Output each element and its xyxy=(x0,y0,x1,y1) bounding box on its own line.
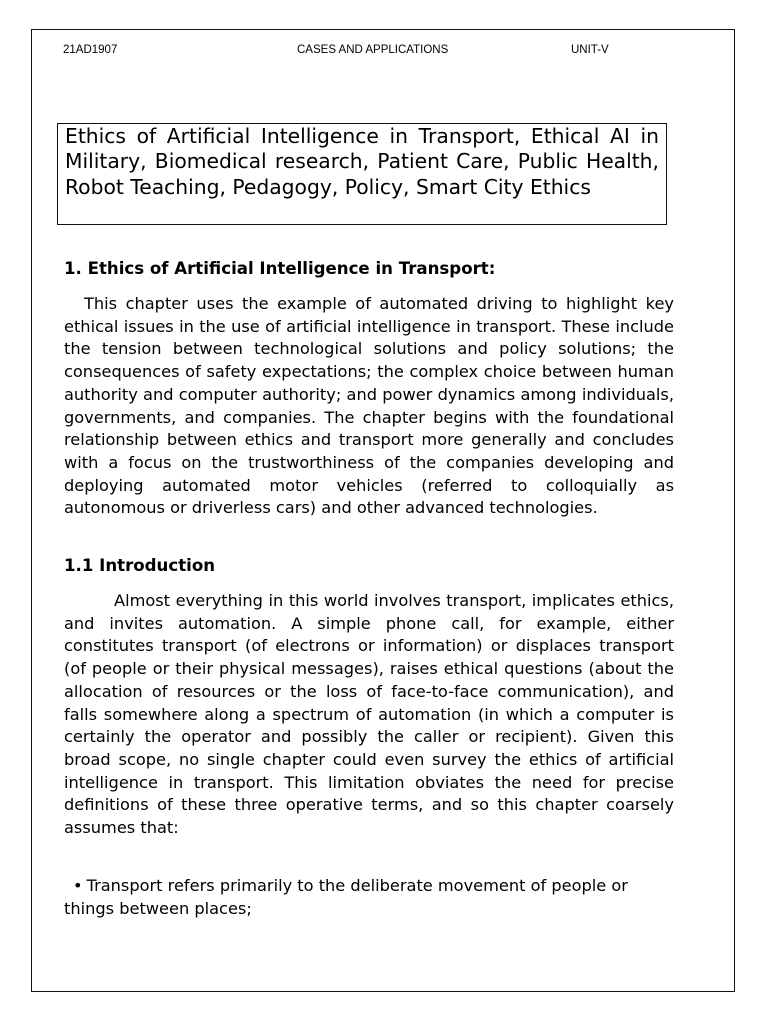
document-title: Ethics of Artificial Intelligence in Transport, Ethical AI in Military, Biomedical research, Patient Care, Public Health, Robot Teaching, Pedagogy, Policy, Smart City Ethics xyxy=(57,123,667,225)
bullet-text: Transport refers primarily to the deliberate movement of people or things between places; xyxy=(64,876,628,918)
section-1-heading: 1. Ethics of Artificial Intelligence in Transport: xyxy=(64,259,496,278)
section-1-1-paragraph: Almost everything in this world involves transport, implicates ethics, and invites automation. A simple phone call, for example, either constitutes transport (of electrons or information) or displaces transport (of people or their physical messages), raises ethical questions (about the allocation of resources or the loss of face-to-face communication), and falls somewhere along a spectrum of automation (in which a computer is certainly the operator and possibly the caller or recipient). Given this broad scope, no single chapter could even survey the ethics of artificial intelligence in transport. This limitation obviates the need for precise definitions of these three operative terms, and so this chapter coarsely assumes that: xyxy=(64,591,674,838)
bullet-symbol: • xyxy=(73,876,83,895)
header-course-title: CASES AND APPLICATIONS xyxy=(297,44,449,56)
header-course-code: 21AD1907 xyxy=(63,44,118,56)
section-1-1-heading: 1.1 Introduction xyxy=(64,556,216,575)
bullet-item xyxy=(64,875,674,920)
section-1-paragraph: This chapter uses the example of automated driving to highlight key ethical issues in the use of artificial intelligence in transport. These include the tension between technological solutions and policy solutions; the consequences of safety expectations; the complex choice between human authority and computer authority; and power dynamics among individuals, governments, and companies. The chapter begins with the foundational relationship between ethics and transport more generally and concludes with a focus on the trustworthiness of the companies developing and deploying automated motor vehicles (referred to colloquially as autonomous or driverless cars) and other advanced technologies. xyxy=(64,294,674,518)
header-unit: UNIT-V xyxy=(571,44,609,56)
